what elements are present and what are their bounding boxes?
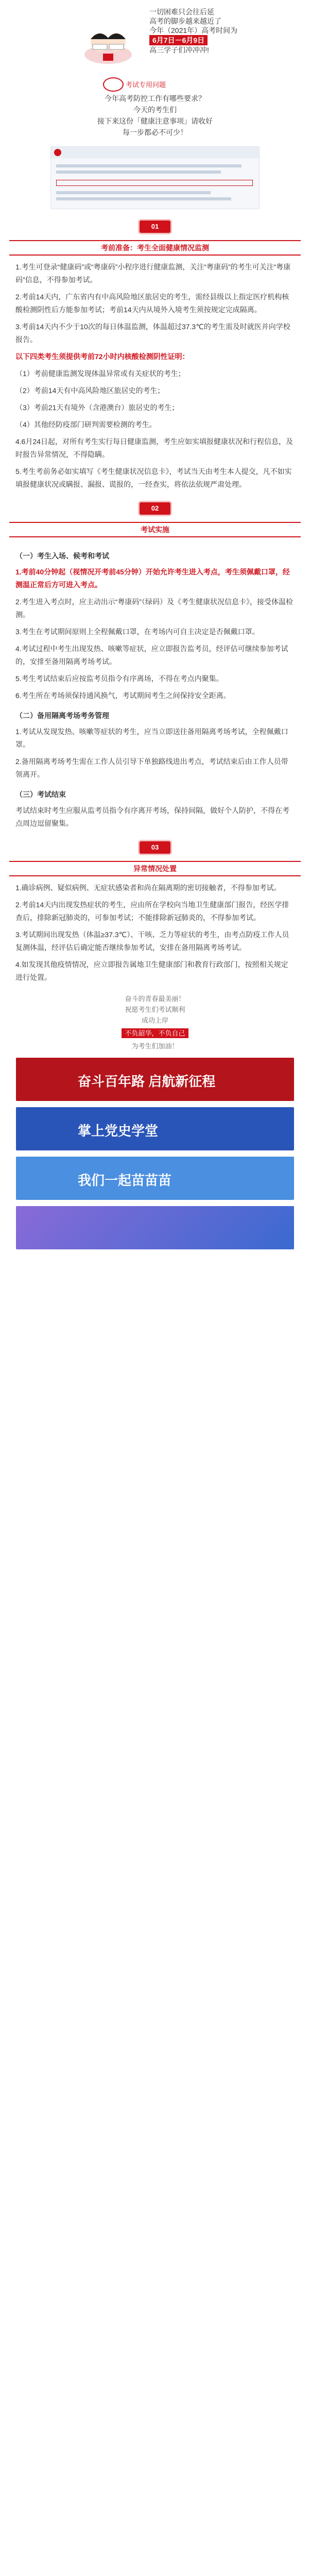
banner-title: 我们一起苗苗苗	[78, 1173, 172, 1188]
intro-question-1: 今年高考防控工作有哪些要求？	[105, 94, 205, 103]
section-paragraph: 4.考试过程中考生出现发热、咳嗽等症状，应立即报告监考员，经评估可继续参加考试的，安排至备用隔离考场考试。	[15, 645, 288, 666]
section-paragraph: （4）其他经防疫部门研判需要检测的考生。	[15, 420, 157, 429]
banner-3[interactable]	[16, 1157, 294, 1200]
section-paragraph: （1）考前健康监测发现体温异常或有关症状的考生；	[15, 369, 185, 378]
intro-line-2: 高考的脚步越来越近了	[149, 17, 221, 25]
banner-1[interactable]	[16, 1058, 294, 1101]
section-title: 考前准备：考生全面健康情况监测	[9, 240, 301, 256]
section-paragraph: 2.考前14天内，广东省内有中高风险地区旅居史的考生，需经县级以上指定医疗机构核酸检测阴性后方能参加考试；考前14天内从境外入境考生须按规定完成隔离。	[15, 293, 289, 314]
closing-line-4: 为考生们加油！	[131, 1042, 179, 1050]
section-content	[0, 256, 310, 491]
banner-title: 奋斗百年路 启航新征程	[78, 1074, 216, 1089]
banner-title: 掌上党史学堂	[78, 1123, 159, 1139]
section-paragraph: （2）考前14天有中高风险地区旅居史的考生；	[15, 386, 165, 395]
mascot-illustration	[77, 25, 139, 66]
intro-highlight: 6月7日－6月9日	[149, 35, 208, 45]
intro-questions	[0, 93, 310, 138]
section-number-badge: 01	[140, 221, 170, 233]
section-paragraph: 以下四类考生须提供考前72小时内核酸检测阴性证明：	[15, 352, 190, 361]
badge-row	[0, 77, 310, 93]
section-paragraph: 1.考试从发现发热、咳嗽等症状的考生，应当立即送往备用隔离考场考试，全程佩戴口罩。	[15, 727, 288, 749]
closing-line-1: 奋斗的青春最美丽！	[125, 995, 185, 1003]
subsection-title: （一）考生入场、候考和考试	[15, 552, 109, 560]
intro-line-3: 今年（2021年）高考时间为	[149, 26, 238, 35]
section-paragraph: 2.备用隔离考场考生需在工作人员引导下单独路线进出考点，考试结束后由工作人员带领离开。	[15, 757, 288, 778]
section-content	[0, 537, 310, 830]
closing-message	[0, 993, 310, 1052]
section-paragraph: 1.确诊病例、疑似病例、无症状感染者和尚在隔离期的密切接触者，不得参加考试。	[15, 884, 281, 892]
closing-highlight: 不负韶华，不负自己	[122, 1028, 188, 1038]
section-paragraph: 1.考前40分钟起（视情况开考前45分钟）开始允许考生进入考点，考生须佩戴口罩，经测温正常后方可进入考点。	[15, 568, 290, 589]
subsection-title: （二）备用隔离考场考务管理	[15, 711, 109, 720]
section-paragraph: 3.考试期间出现发热（体温≥37.3℃）、干咳、乏力等症状的考生，由考点防疫工作人员复测体温，经评估后确定能否继续参加考试，安排在备用隔离考场考试。	[15, 930, 289, 952]
banner-2[interactable]	[16, 1107, 294, 1150]
section-paragraph: 2.考前14天内出现发热症状的考生，应由所在学校向当地卫生健康部门报告，经医学排查后，排除新冠肺炎的，可参加考试；不能排除新冠肺炎的，不得参加考试。	[15, 901, 289, 922]
section-paragraph: 4.6月24日起，对所有考生实行每日健康监测，考生应如实填报健康状况和行程信息，及时报告异常情况，不得隐瞒。	[15, 437, 294, 459]
banner-4[interactable]	[16, 1206, 294, 1249]
section-number-badge: 03	[140, 841, 170, 854]
subsection-title: （三）考试结束	[15, 790, 66, 799]
intro-line-4: 高三学子们冲冲冲!	[149, 46, 209, 54]
section-paragraph: 6.考生所在考场须保持通风换气，考试期间考生之间保持安全距离。	[15, 691, 231, 700]
intro-text	[149, 7, 237, 55]
logo-icon	[54, 149, 61, 156]
section-content	[0, 876, 310, 984]
red-circle-icon	[103, 77, 124, 92]
intro-block	[0, 0, 310, 77]
section-paragraph: 5.考生考试结束后应按监考员指令有序离场，不得在考点内聚集。	[15, 674, 223, 683]
section-paragraph: 4.如发现其他疫情情况，应立即报告属地卫生健康部门和教育行政部门，按照相关规定进行处置。	[15, 960, 288, 981]
closing-line-3: 成功上岸	[141, 1016, 168, 1024]
section-paragraph: 2.考生进入考点时，应主动出示“粤康码”（绿码）及《考生健康状况信息卡》，接受体温检测。	[15, 598, 293, 619]
section-title: 考试实施	[9, 522, 301, 537]
website-screenshot	[50, 146, 260, 209]
intro-line-1: 一切困难只会往后延	[149, 8, 214, 16]
section-paragraph: 1.考生可登录“健康码”或“粤康码”小程序进行健康监测，关注“粤康码”的考生可关注“粤康码”信息，不得参加考试。	[15, 263, 291, 284]
closing-line-2: 祝愿考生们考试顺利	[125, 1006, 185, 1013]
section-paragraph: 3.考生在考试期间原则上全程佩戴口罩，在考场内可自主决定是否佩戴口罩。	[15, 628, 260, 636]
intro-question-2: 今天的考生们	[133, 106, 177, 114]
section-paragraph: （3）考前21天有境外（含港澳台）旅居史的考生；	[15, 403, 179, 412]
section-paragraph: 5.考生考前务必如实填写《考生健康状况信息卡》，考试当天由考生本人提交，凡不如实填报健康状况或瞒报、漏报、谎报的，一经查实，将依法依规严肃处理。	[15, 467, 292, 488]
section-title: 异常情况处置	[9, 861, 301, 876]
section-paragraph: 考试结束时考生应服从监考员指令有序离开考场，保持间隔，做好个人防护，不得在考点周边逗留聚集。	[15, 806, 289, 827]
intro-question-3: 接下来这份「健康注意事项」请收好	[97, 117, 213, 125]
intro-question-4: 每一步都必不可少！	[123, 128, 187, 137]
section-number-badge: 02	[140, 502, 170, 515]
badge-text: 考试专用问题	[126, 81, 166, 89]
section-paragraph: 3.考前14天内不少于10次的每日体温监测，体温超过37.3℃的考生需及时就医并向学校报告。	[15, 323, 290, 344]
